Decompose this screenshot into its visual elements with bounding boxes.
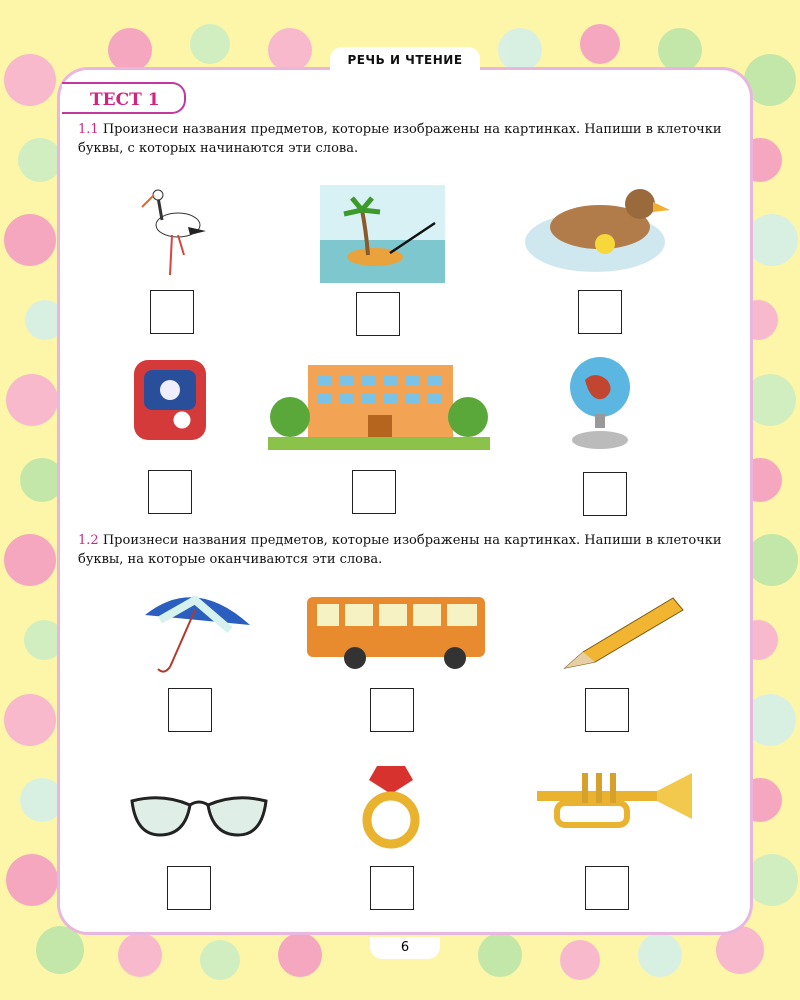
stork-icon bbox=[140, 185, 210, 280]
task-1-text: Произнеси названия предметов, которые изображены на картинках. Напиши в клеточки буквы, с которых начинаются эти слова. bbox=[78, 122, 722, 156]
backpack-icon bbox=[122, 350, 217, 445]
answer-box[interactable] bbox=[583, 472, 627, 516]
page-number: 6 bbox=[370, 937, 440, 959]
task-1-number: 1.1 bbox=[78, 122, 99, 137]
answer-box[interactable] bbox=[168, 688, 212, 732]
answer-box[interactable] bbox=[585, 866, 629, 910]
task-2-number: 1.2 bbox=[78, 533, 99, 548]
task-1-instructions bbox=[78, 120, 740, 158]
test-label: ТЕСТ 1 bbox=[62, 82, 186, 114]
answer-box[interactable] bbox=[352, 470, 396, 514]
task-2-text: Произнеси названия предметов, которые изображены на картинках. Напиши в клеточки буквы, на которые оканчиваются эти слова. bbox=[78, 533, 722, 567]
task-2-instructions bbox=[78, 531, 740, 569]
section-title: РЕЧЬ И ЧТЕНИЕ bbox=[330, 47, 480, 73]
globe-icon bbox=[565, 352, 640, 452]
pencil-icon bbox=[555, 592, 690, 674]
answer-box[interactable] bbox=[585, 688, 629, 732]
answer-box[interactable] bbox=[370, 688, 414, 732]
glasses-icon bbox=[130, 775, 270, 850]
umbrella-icon bbox=[140, 585, 255, 680]
answer-box[interactable] bbox=[356, 292, 400, 336]
answer-box[interactable] bbox=[578, 290, 622, 334]
island-palm-icon bbox=[320, 185, 445, 283]
answer-box[interactable] bbox=[167, 866, 211, 910]
trumpet-icon bbox=[532, 763, 702, 843]
bus-icon bbox=[305, 592, 487, 672]
answer-box[interactable] bbox=[148, 470, 192, 514]
school-building-icon bbox=[268, 355, 490, 450]
answer-box[interactable] bbox=[370, 866, 414, 910]
ring-icon bbox=[355, 758, 427, 853]
answer-box[interactable] bbox=[150, 290, 194, 334]
duck-icon bbox=[505, 182, 685, 277]
